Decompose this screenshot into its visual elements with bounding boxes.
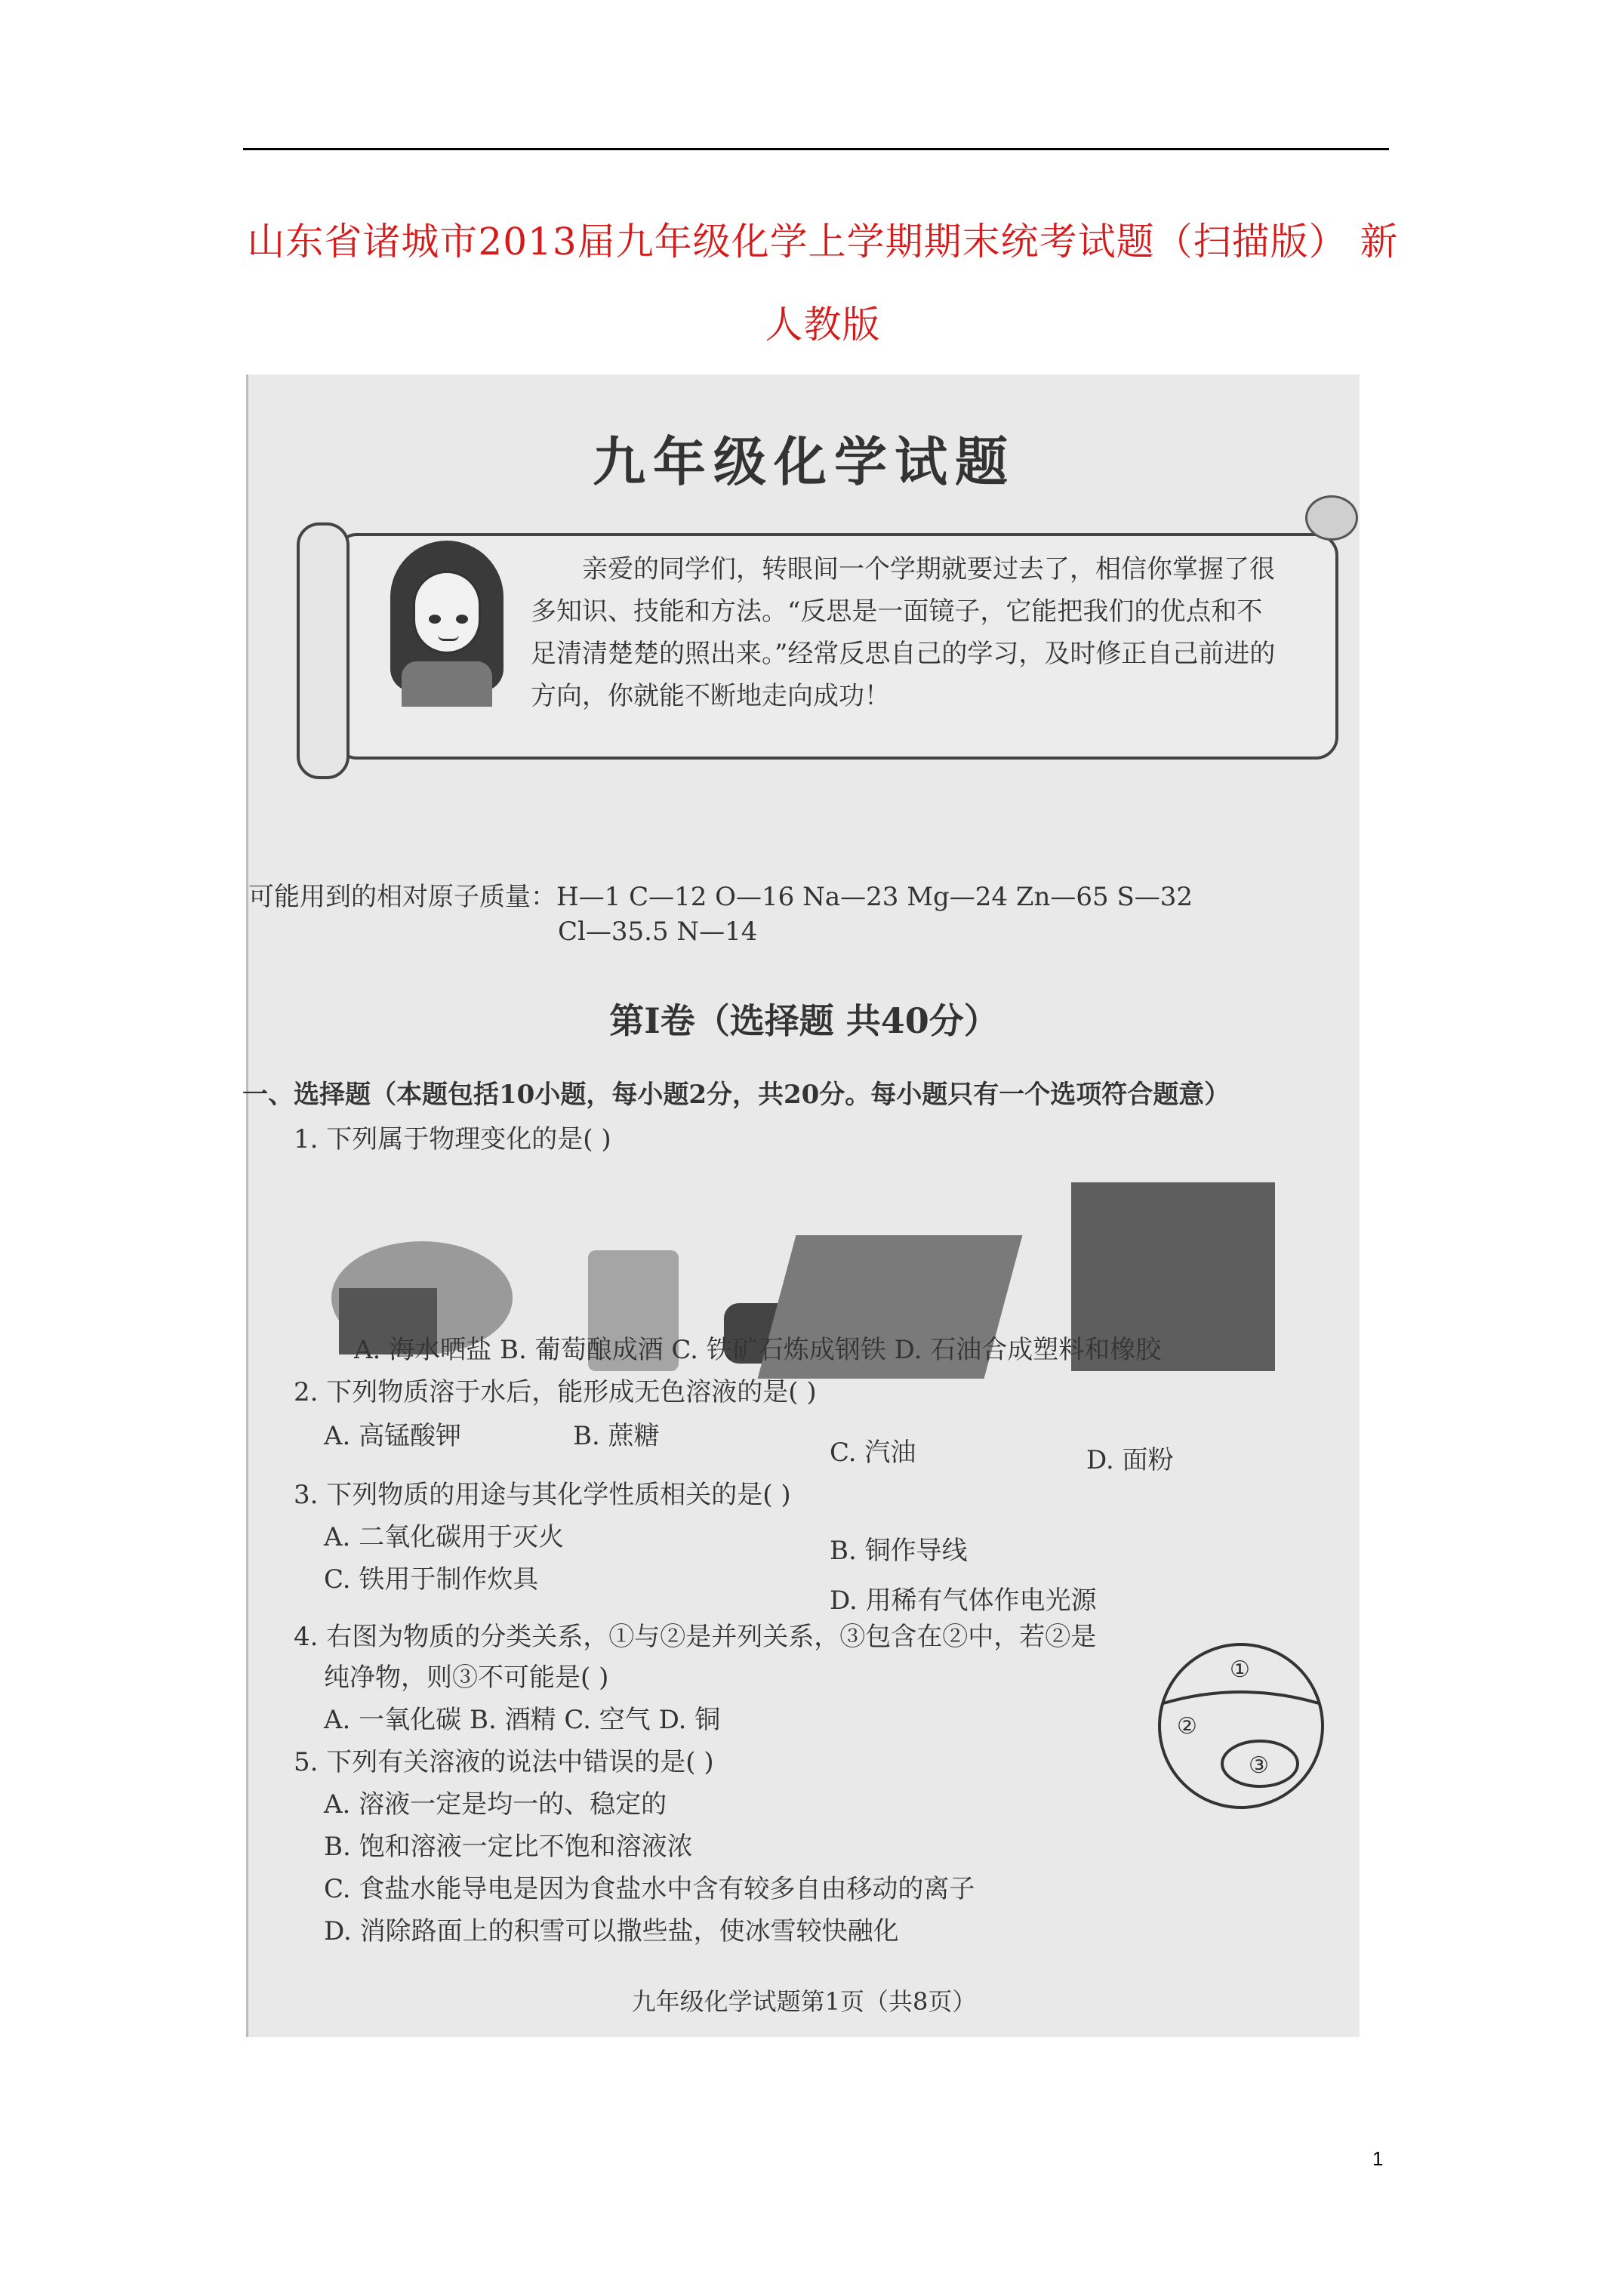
badge-icon	[1305, 495, 1358, 541]
label-3: ③	[1249, 1752, 1269, 1779]
question-3-option-a: A. 二氧化碳用于灭火	[324, 1522, 565, 1552]
section-title: 第Ⅰ卷（选择题 共40分）	[609, 1000, 999, 1041]
question-2: 2. 下列物质溶于水后，能形成无色溶液的是( )	[294, 1377, 817, 1407]
scroll-roll	[297, 522, 350, 779]
page-number: 1	[1372, 2147, 1384, 2170]
greeting-text: 亲爱的同学们，转眼间一个学期就要过去了，相信你掌握了很多知识、技能和方法。“反思是一面镜子，它能把我们的优点和不足清清楚楚的照出来。”经常反思自己的学习，及时修正自己前进的方向，你就能不断地走向成功！	[531, 554, 1276, 711]
atomic-masses-line1: 可能用到的相对原子质量：H—1 C—12 O—16 Na—23 Mg—24 Zn—65 S—32	[248, 882, 1193, 912]
question-2-option-b: B. 蔗糖	[573, 1421, 660, 1451]
girl-illustration	[383, 541, 511, 707]
question-4-line1: 4. 右图为物质的分类关系，①与②是并列关系，③包含在②中，若②是	[294, 1622, 1097, 1652]
question-2-option-a: A. 高锰酸钾	[324, 1421, 462, 1451]
question-1-options: A. 海水晒盐 B. 葡萄酿成酒 C. 铁矿石炼成钢铁 D. 石油合成塑料和橡胶	[354, 1335, 1162, 1365]
label-1: ①	[1230, 1657, 1250, 1683]
question-5-option-b: B. 饱和溶液一定比不饱和溶液浓	[324, 1832, 693, 1862]
question-5-option-a: A. 溶液一定是均一的、稳定的	[324, 1789, 667, 1820]
label-2: ②	[1177, 1713, 1197, 1740]
question-3-option-c: C. 铁用于制作炊具	[324, 1564, 539, 1595]
part-instruction: 一、选择题（本题包括10小题，每小题2分，共20分。每小题只有一个选项符合题意）	[242, 1080, 1230, 1110]
question-5-option-c: C. 食盐水能导电是因为食盐水中含有较多自由移动的离子	[324, 1874, 975, 1904]
question-3-option-b: B. 铜作导线	[830, 1536, 968, 1566]
question-4-options: A. 一氧化碳 B. 酒精 C. 空气 D. 铜	[324, 1705, 721, 1735]
top-rule	[243, 148, 1389, 150]
classification-diagram	[1154, 1628, 1328, 1817]
question-1: 1. 下列属于物理变化的是( )	[294, 1124, 611, 1154]
question-3: 3. 下列物质的用途与其化学性质相关的是( )	[294, 1480, 791, 1510]
scan-footer: 九年级化学试题第1页（共8页）	[631, 1987, 977, 2016]
document-title-line2: 人教版	[765, 303, 881, 347]
question-3-option-d: D. 用稀有气体作电光源	[830, 1586, 1097, 1616]
question-2-option-d: D. 面粉	[1086, 1445, 1174, 1475]
greeting-scroll	[297, 510, 1350, 782]
scanned-exam-page	[242, 374, 1360, 2037]
question-2-option-c: C. 汽油	[830, 1438, 916, 1468]
exam-heading: 九年级化学试题	[593, 430, 1015, 493]
question-4-line2: 纯净物，则③不可能是( )	[324, 1663, 609, 1693]
question-5-option-d: D. 消除路面上的积雪可以撒些盐，使冰雪较快融化	[324, 1916, 899, 1946]
question-5: 5. 下列有关溶液的说法中错误的是( )	[294, 1747, 714, 1777]
divider-curve	[1163, 1692, 1319, 1703]
atomic-masses-line2: Cl—35.5 N—14	[558, 917, 758, 947]
document-title-line1: 山东省诸城市2013届九年级化学上学期期末统考试题（扫描版） 新	[247, 220, 1399, 264]
